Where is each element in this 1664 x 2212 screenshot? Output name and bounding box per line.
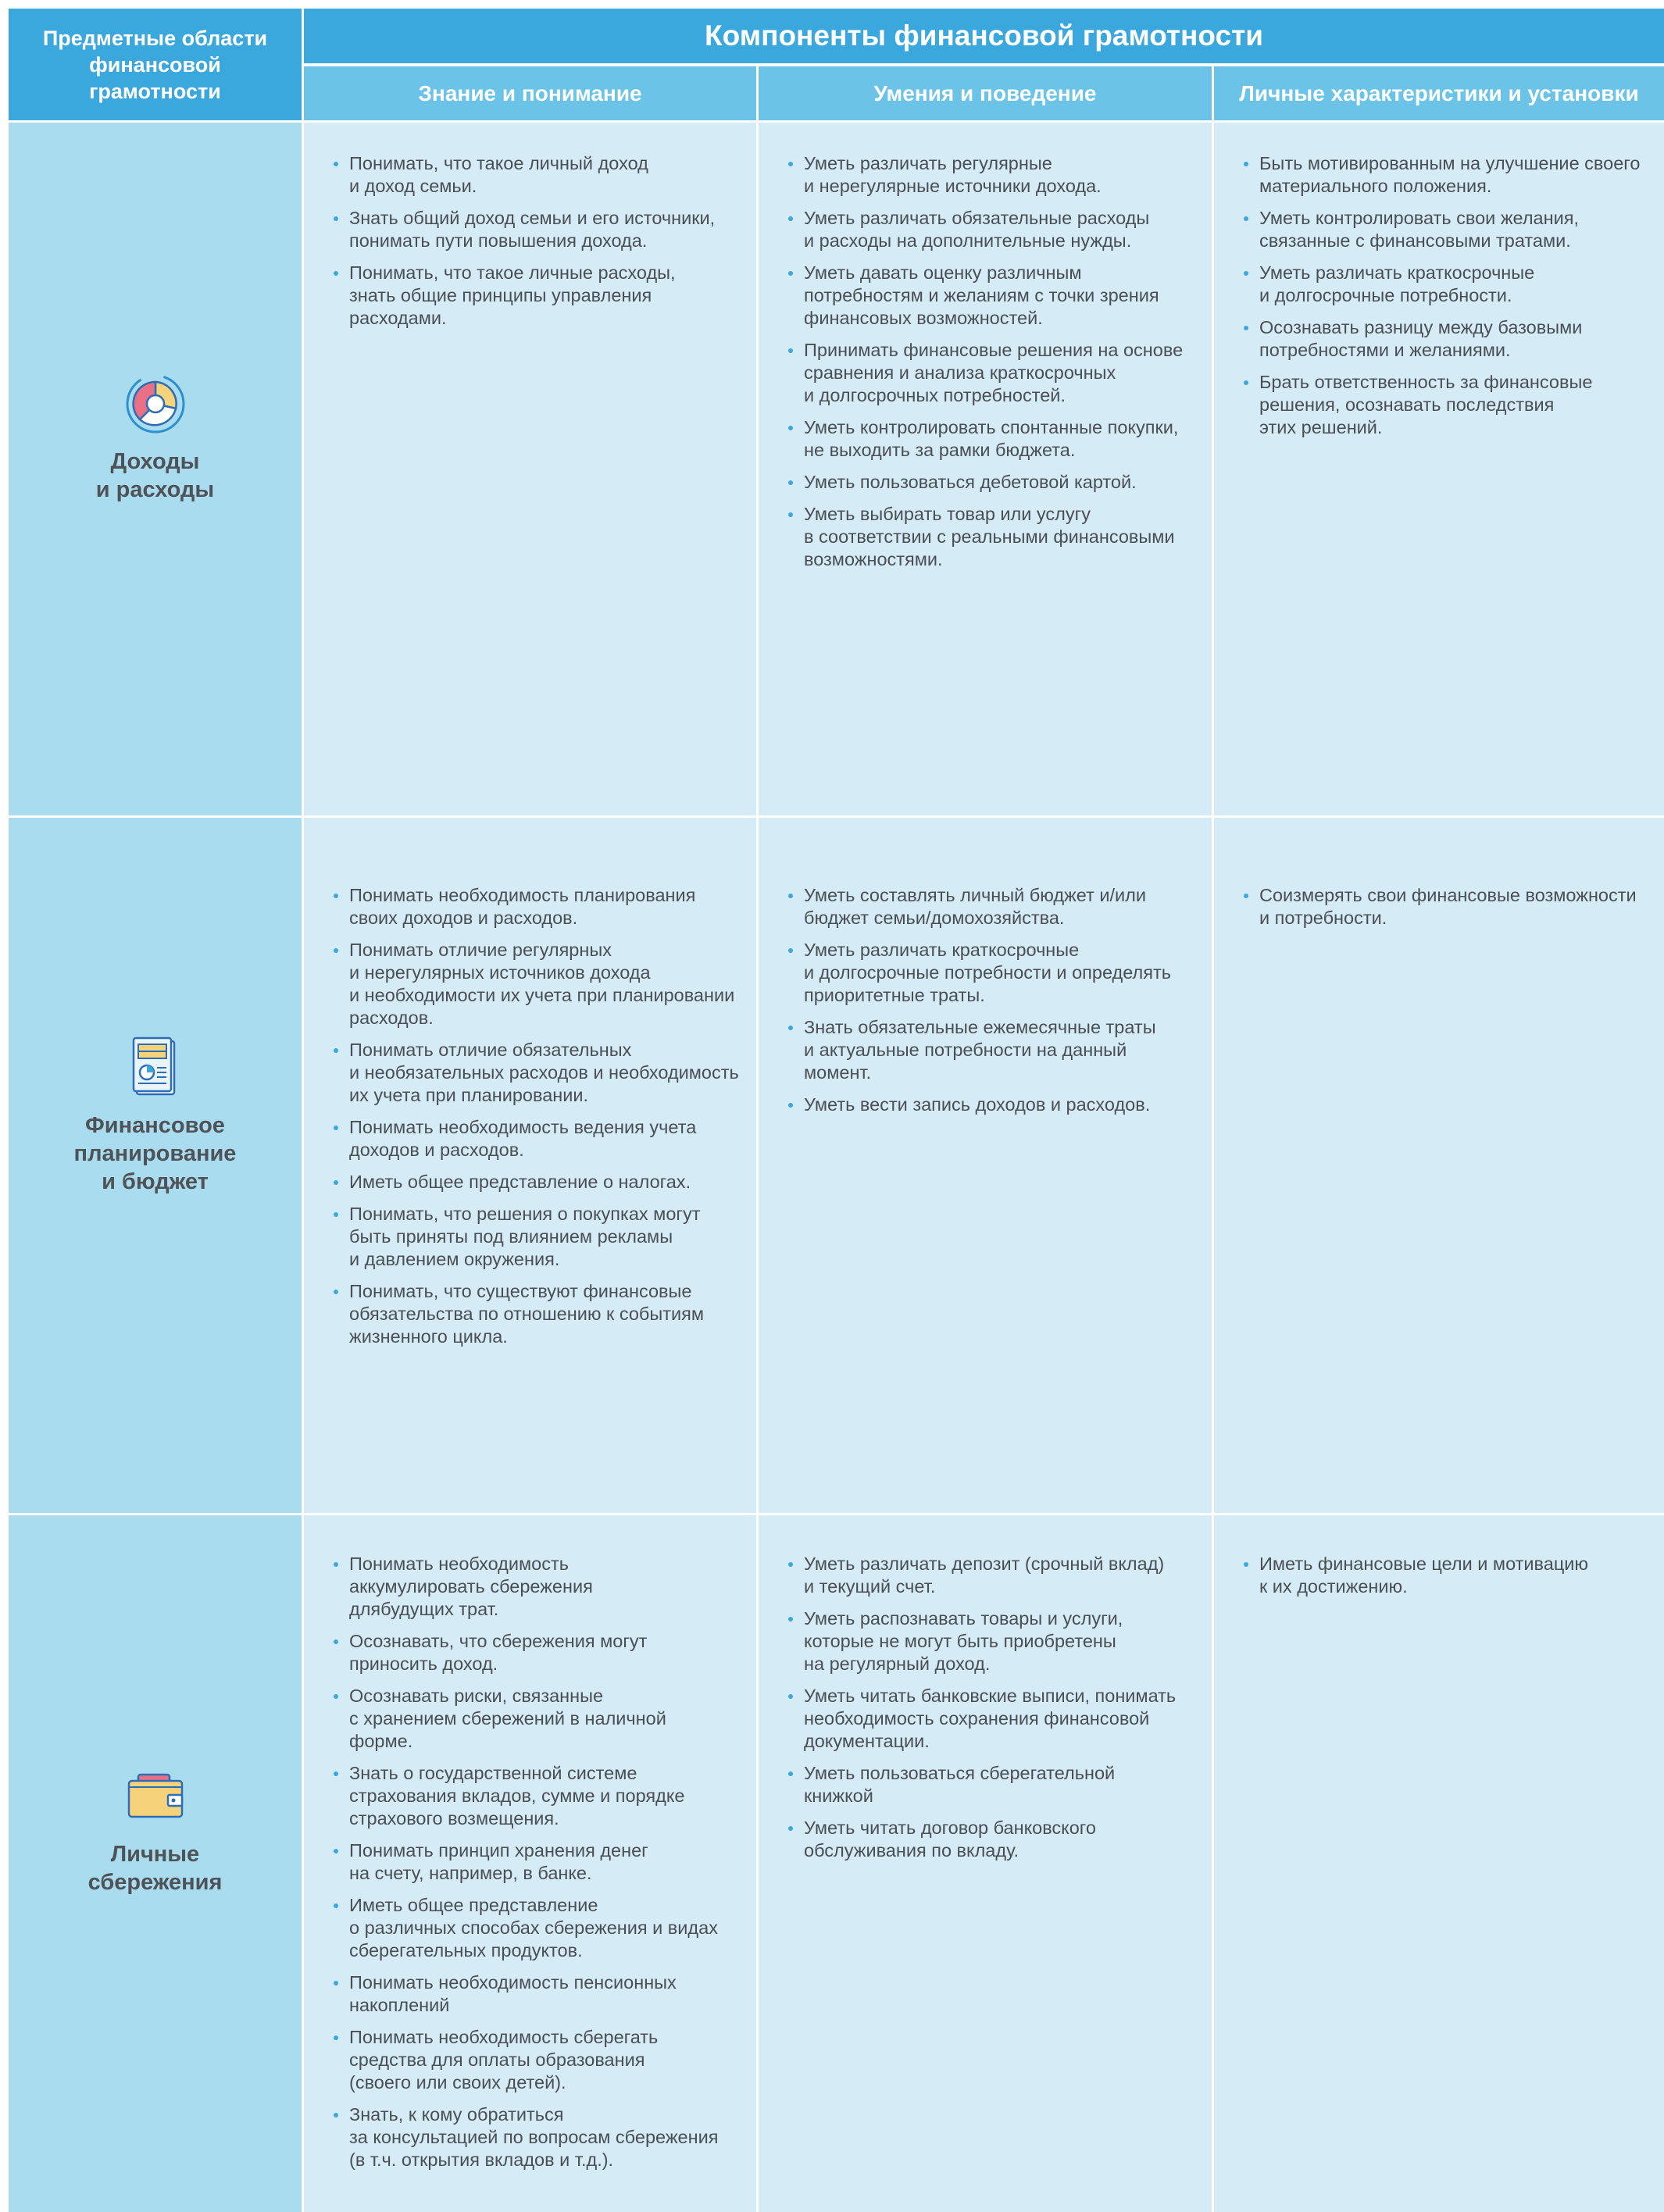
list-item: Иметь общее представление о различных способах сбережения и видах сберегательных продуктов. (334, 1894, 748, 1962)
list-item: Уметь различать обязательные расходы и расходы на дополнительные нужды. (788, 207, 1204, 252)
pie-chart-icon (123, 371, 188, 437)
area-title: Доходы и расходы (95, 449, 215, 502)
area-title: Финансовое планирование и бюджет (73, 1113, 237, 1194)
list-item: Осознавать разницу между базовыми потребностями и желаниями. (1244, 316, 1656, 362)
list-item: Знать о государственной системе страхования вкладов, сумме и порядке страхового возмещения. (334, 1762, 748, 1830)
area-cell-income (9, 123, 302, 815)
list-item: Уметь пользоваться дебетовой картой. (788, 471, 1204, 494)
budget-document-icon (123, 1035, 188, 1101)
list-item: Знать общий доход семьи и его источники, понимать пути повышения дохода. (334, 207, 748, 252)
area-header-line: финансовой (89, 52, 221, 77)
list-item: Уметь пользоваться сберегательной книжкой (788, 1762, 1204, 1807)
attitudes-cell (1214, 1515, 1664, 2212)
list-item: Уметь контролировать спонтанные покупки, не выходить за рамки бюджета. (788, 416, 1204, 462)
skills-cell (759, 818, 1212, 1513)
list-item: Понимать необходимость аккумулировать сбережения длябудущих трат. (334, 1553, 748, 1621)
list-item: Знать обязательные ежемесячные траты и актуальные потребности на данный момент. (788, 1016, 1204, 1084)
list-item: Осознавать, что сбережения могут приносить доход. (334, 1630, 748, 1675)
list-item: Понимать отличие регулярных и нерегулярных источников дохода и необходимости их учета при планировании расходов. (334, 939, 748, 1029)
list-item: Уметь распознавать товары и услуги, которые не могут быть приобретены на регулярный доход. (788, 1607, 1204, 1675)
list-item: Иметь финансовые цели и мотивацию к их достижению. (1244, 1553, 1656, 1598)
skills-cell (759, 1515, 1212, 2212)
list-item: Быть мотивированным на улучшение своего материального положения. (1244, 152, 1656, 198)
attitudes-cell (1214, 818, 1664, 1513)
skills-cell (759, 123, 1212, 815)
list-item: Понимать, что такое личный доход и доход семьи. (334, 152, 748, 198)
list-item: Соизмерять свои финансовые возможности и потребности. (1244, 884, 1656, 929)
main-header-title: Компоненты финансовой грамотности (304, 9, 1664, 63)
area-header-line: Предметные области (42, 26, 268, 50)
area-column-header (9, 9, 302, 120)
list-item: Уметь давать оценку различным потребностям и желаниям с точки зрения финансовых возможностей. (788, 262, 1204, 330)
list-item: Понимать, что решения о покупках могут быть приняты под влиянием рекламы и давлением окружения. (334, 1203, 748, 1271)
list-item: Принимать финансовые решения на основе сравнения и анализа краткосрочных и долгосрочных потребностей. (788, 339, 1204, 407)
attitudes-cell (1214, 123, 1664, 815)
column-header-knowledge: Знание и понимание (304, 66, 756, 120)
list-item: Понимать необходимость сберегать средства для оплаты образования (своего или своих детей). (334, 2026, 748, 2094)
area-title: Личные сбережения (87, 1842, 223, 1895)
list-item: Понимать необходимость пенсионных накоплений (334, 1971, 748, 2017)
column-header-skills: Умения и поведение (759, 66, 1212, 120)
list-item: Уметь различать депозит (срочный вклад) и текущий счет. (788, 1553, 1204, 1598)
list-item: Знать, к кому обратиться за консультацией по вопросам сбережения (в т.ч. открытия вкладов и т.д.). (334, 2103, 748, 2171)
list-item: Уметь различать регулярные и нерегулярные источники дохода. (788, 152, 1204, 198)
wallet-icon (123, 1764, 188, 1829)
area-cell-budget (9, 818, 302, 1513)
knowledge-cell (304, 1515, 756, 2212)
list-item: Уметь составлять личный бюджет и/или бюджет семьи/домохозяйства. (788, 884, 1204, 929)
knowledge-cell (304, 123, 756, 815)
list-item: Понимать принцип хранения денег на счету, например, в банке. (334, 1839, 748, 1885)
knowledge-cell (304, 818, 756, 1513)
list-item: Уметь читать банковские выписи, понимать необходимость сохранения финансовой документации. (788, 1685, 1204, 1753)
list-item: Иметь общее представление о налогах. (334, 1171, 748, 1193)
list-item: Понимать, что такое личные расходы, знать общие принципы управления расходами. (334, 262, 748, 330)
list-item: Уметь вести запись доходов и расходов. (788, 1094, 1204, 1116)
list-item: Брать ответственность за финансовые решения, осознавать последствия этих решений. (1244, 371, 1656, 439)
list-item: Уметь различать краткосрочные и долгосрочные потребности и определять приоритетные траты. (788, 939, 1204, 1007)
list-item: Понимать, что существуют финансовые обязательства по отношению к событиям жизненного цикла. (334, 1280, 748, 1348)
list-item: Уметь выбирать товар или услугу в соответствии с реальными финансовыми возможностями. (788, 503, 1204, 571)
column-header-attitudes: Личные характеристики и установки (1214, 66, 1664, 120)
list-item: Понимать необходимость ведения учета доходов и расходов. (334, 1116, 748, 1161)
list-item: Понимать необходимость планирования своих доходов и расходов. (334, 884, 748, 929)
list-item: Уметь различать краткосрочные и долгосрочные потребности. (1244, 262, 1656, 307)
list-item: Понимать отличие обязательных и необязательных расходов и необходимость их учета при планировании. (334, 1039, 748, 1107)
area-header-line: грамотности (89, 79, 221, 103)
area-cell-savings (9, 1515, 302, 2212)
list-item: Уметь контролировать свои желания, связанные с финансовыми тратами. (1244, 207, 1656, 252)
list-item: Уметь читать договор банковского обслуживания по вкладу. (788, 1817, 1204, 1862)
list-item: Осознавать риски, связанные с хранением сбережений в наличной форме. (334, 1685, 748, 1753)
